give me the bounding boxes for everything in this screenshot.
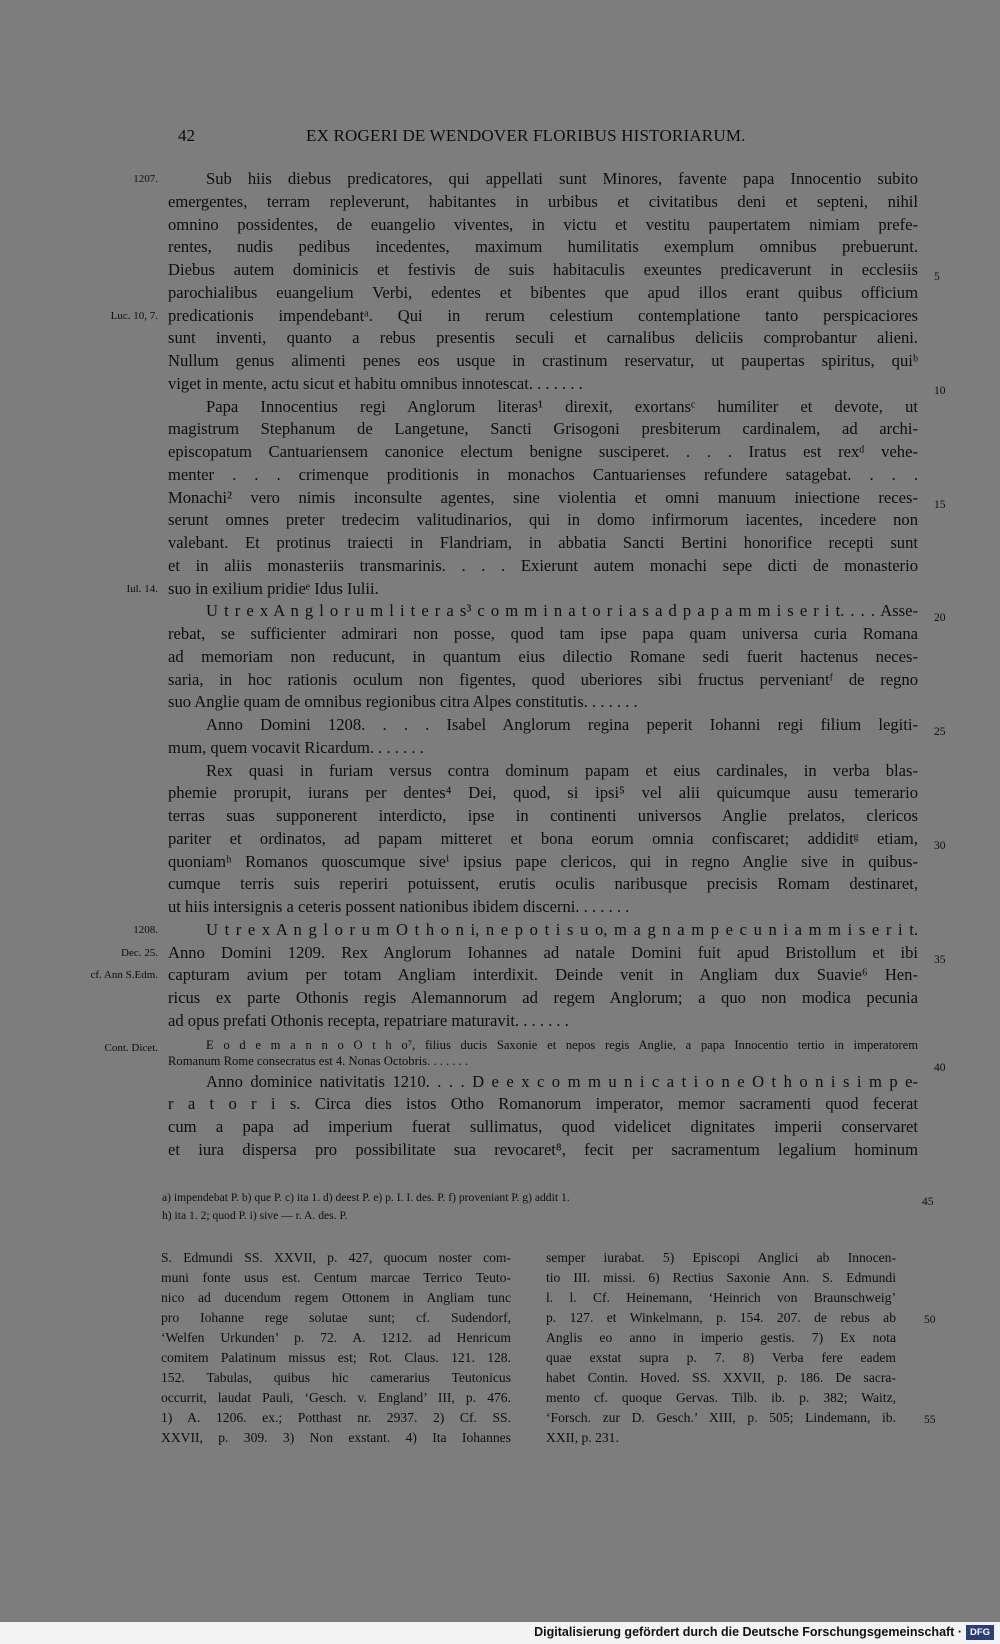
line-text: Anno dominice nativitatis 1210. . . . D e e x c o m m u n i c a t i o n e O t h o n i s i m p e- xyxy=(206,1071,918,1091)
text-line xyxy=(168,691,918,714)
funding-text: Digitalisierung gefördert durch die Deutsche Forschungsgemeinschaft · xyxy=(534,1625,962,1639)
text-line xyxy=(168,1139,918,1162)
text-line xyxy=(168,805,918,828)
line-number: 55 xyxy=(924,1414,936,1426)
text-line xyxy=(168,236,918,259)
line-number: 35 xyxy=(934,953,946,966)
note-line: muni fonte usus est. Centum marcae Terrico Teuto- xyxy=(161,1270,511,1285)
line-text: ricus ex parte Othonis regis Alemannorum ad regem Anglorum; a quo non modica pecunia xyxy=(168,988,918,1007)
line-text: r a t o r i s. Circa dies istos Otho Romanorum imperator, memor sacramenti quod fecerat xyxy=(168,1094,918,1114)
page-number: 42 xyxy=(178,126,195,145)
text-line xyxy=(168,1116,918,1139)
line-text: sunt inventi, quanto a rebus presentis seculi et carnalibus deliciis comprobantur alieni. xyxy=(168,328,918,348)
line-text: rebat, se sufficienter admirari non posse, quod tam ipse papa quam universa curia Romana xyxy=(168,624,918,643)
text-line xyxy=(168,760,918,783)
note-line xyxy=(546,1408,936,1428)
note-line: S. Edmundi SS. XXVII, p. 427, quocum noster com- xyxy=(161,1250,511,1265)
line-text: mum, quem vocavit Ricardum. . . . . . . xyxy=(168,737,424,757)
line-number: 40 xyxy=(934,1061,946,1074)
text-line xyxy=(168,623,918,646)
line-text: suo in exilium pridieᵉ Idus Iulii. xyxy=(168,578,379,598)
text-line xyxy=(168,214,918,237)
main-text xyxy=(90,168,946,1162)
line-text: ut hiis intersignis a ceteris possent nationibus ibidem discerni. . . . . . . xyxy=(168,897,630,916)
line-text: parochialibus euangelium Verbi, edentes et bibentes que apud illos erant quibus officium xyxy=(168,282,918,302)
line-text: Monachi² vero nimis inconsulte agentes, sine violentia et omni manuum iniectione reces- xyxy=(168,487,918,507)
line-text: saria, in hoc rationis oculum non figentes, quod uberiores sibi fructus perveniantᶠ de regno xyxy=(168,669,918,689)
line-number: 15 xyxy=(934,498,946,511)
note-line xyxy=(546,1268,896,1288)
line-text: U t r e x A n g l o r u m O t h o n i, n e p o t i s u o, m a g n a m p e c u n i a m m i s e r i t. xyxy=(206,919,918,939)
line-number: 10 xyxy=(934,384,946,397)
line-text: cumque terris suis reperiri potuissent, erutis oculis naribusque precisis Romam destinaret, xyxy=(168,874,918,894)
text-line xyxy=(168,669,918,692)
text-line xyxy=(133,168,918,191)
line-text: valebant. Et protinus traiecti in Flandriam, in abbatia Sancti Bertini honorifice recepti sunt xyxy=(168,533,918,552)
note-text: semper iurabat. 5) Episcopi Anglici ab Innocen- xyxy=(546,1250,896,1265)
funding-footer xyxy=(0,1622,1000,1644)
text-line xyxy=(168,896,918,919)
text-line xyxy=(168,1010,918,1033)
line-text: ad opus prefati Othonis recepta, repatriare maturavit. . . . . . . xyxy=(168,1010,569,1030)
text-line xyxy=(168,509,918,532)
line-text: phemie prorupit, iurans per dentes⁴ Dei, quod, si ipsi⁵ vel alii quicumque ausu temerario xyxy=(168,783,918,803)
text-line xyxy=(162,1189,934,1208)
notes-left-column xyxy=(161,1248,511,1448)
line-text: predicationis impendebantᵃ. Qui in rerum celestium contemplatione tanto perspicaciores xyxy=(168,305,918,325)
text-line xyxy=(168,646,918,669)
line-number: 45 xyxy=(922,1196,934,1208)
line-text: Anno Domini 1209. Rex Anglorum Iohannes ad natale Domini fuit apud Bristollum et ibi xyxy=(168,942,918,962)
note-line: occurrit, laudat Pauli, ‘Gesch. v. England’ III, p. 476. xyxy=(161,1390,511,1405)
text-line xyxy=(168,600,946,625)
note-line xyxy=(546,1308,936,1328)
text-line xyxy=(168,851,918,874)
line-text: Anno Domini 1208. . . . Isabel Anglorum regina peperit Iohanni regi filium legiti- xyxy=(206,715,918,734)
note-line: comitem Palatinum missus est; Rot. Claus. 121. 128. xyxy=(161,1350,511,1365)
text-line xyxy=(168,555,918,578)
text-line xyxy=(168,418,918,441)
margin-note: Cont. Dicet. xyxy=(104,1041,158,1054)
line-text: U t r e x A n g l o r u m l i t e r a s³ c o m m i n a t o r i a s a d p a p a m m i s e r i t. . . . Asse- xyxy=(206,601,918,621)
text-line xyxy=(168,487,946,511)
margin-note: 1208. xyxy=(133,923,158,936)
note-text: ‘Forsch. zur D. Gesch.’ XIII, p. 505; Lindemann, ib. xyxy=(546,1410,896,1425)
note-text: tio III. missi. 6) Rectius Saxonie Ann. S. Edmundi xyxy=(546,1270,896,1285)
line-number: 50 xyxy=(924,1314,936,1326)
text-line xyxy=(126,578,918,601)
variant-apparatus xyxy=(162,1189,934,1225)
text-line xyxy=(168,191,918,214)
text-line xyxy=(168,1053,946,1074)
note-line xyxy=(546,1248,896,1268)
text-line xyxy=(168,259,940,283)
note-line xyxy=(546,1368,896,1388)
line-text: et iura dispersa pro possibilitate sua revocaret⁸, fecit per sacramentum legalium hominum xyxy=(168,1139,918,1159)
running-title: EX ROGERI DE WENDOVER FLORIBUS HISTORIARUM. xyxy=(306,126,746,145)
note-line xyxy=(546,1428,896,1448)
text-line xyxy=(168,396,918,419)
line-text: Romanum Rome consecratus est 4. Nonas Octobris. . . . . . . xyxy=(168,1053,469,1068)
text-line xyxy=(168,373,946,397)
line-number: 20 xyxy=(934,612,946,625)
text-line xyxy=(121,942,946,966)
text-line xyxy=(168,1071,918,1094)
line-text: Diebus autem dominicis et festivis de suis habitaculis exeuntes predicaverunt in ecclesiis xyxy=(168,260,918,279)
line-text: viget in mente, actu sicut et habitu omnibus innotescat. . . . . . . xyxy=(168,373,583,393)
line-text: pariter et ordinatos, ad papam mitteret et bona eorum omnia confiscaret; addiditᵍ etiam, xyxy=(168,828,918,848)
line-text: capturam avium per totam Angliam interdixit. Deinde venit in Angliam dux Suavie⁶ Hen- xyxy=(168,965,918,985)
text-line xyxy=(162,1207,922,1225)
text-line xyxy=(168,737,918,760)
line-text: Papa Innocentius regi Anglorum literas¹ direxit, exortansᶜ humiliter et devote, ut xyxy=(206,396,918,416)
note-line: 152. Tabulas, quibus hic camerarius Teutonicus xyxy=(161,1370,511,1385)
line-number: 25 xyxy=(934,726,946,738)
text-line xyxy=(133,919,918,942)
text-line xyxy=(168,282,918,305)
note-text: habet Contin. Hoved. SS. XXVII, p. 186. De sacra- xyxy=(546,1370,896,1385)
margin-note: 1207. xyxy=(133,173,158,185)
line-text: magistrum Stephanum de Langetune, Sancti Grisogoni presbiterum cardinalem, ad archi- xyxy=(168,419,918,439)
text-line xyxy=(168,782,918,805)
text-line xyxy=(168,327,918,350)
note-text: Anglis eo anno in imperio gestis. 7) Ex nota xyxy=(546,1330,896,1345)
note-line: nico ad ducendum regem Ottonem in Angliam tunc xyxy=(161,1290,511,1305)
line-text: suo Anglie quam de omnibus regionibus citra Alpes constitutis. . . . . . . xyxy=(168,692,638,712)
text-line xyxy=(168,1093,918,1116)
text-line xyxy=(168,532,918,555)
note-line: XXVII, p. 309. 3) Non exstant. 4) Ita Iohannes xyxy=(161,1430,511,1445)
text-line xyxy=(104,1037,918,1054)
line-text: quoniamʰ Romanos quoscumque siveⁱ ipsius pape clericos, qui in regno Anglie sive in quibus- xyxy=(168,851,918,871)
line-text: ad memoriam non reducunt, in quantum eius dilectio Romane sedi fuerit hactenus neces- xyxy=(168,646,918,666)
running-header xyxy=(0,126,1000,150)
margin-note: Dec. 25. xyxy=(121,946,158,959)
text-line xyxy=(168,828,946,852)
line-text: omnino possidentes, de euangelio viventes, in victu et vestitu paupertatem nimiam prefe- xyxy=(168,214,918,234)
line-text: emergentes, terram repleverunt, habitantes in urbibus et civitatibus deni et septeni, nihil xyxy=(168,191,918,211)
line-text: episcopatum Cantuariensem canonice electum benigne susciperet. . . . Iratus est rexᵈ vehe- xyxy=(168,442,918,461)
line-text: Sub hiis diebus predicatores, qui appellati sunt Minores, favente papa Innocentio subito xyxy=(206,169,918,188)
line-text: menter . . . crimenque proditionis in monachos Cantuarienses refundere satagebat. . . . xyxy=(168,464,918,484)
line-text: E o d e m a n n o O t h o⁷, filius ducis Saxonie et nepos regis Anglie, a papa Innocentio tertio in imperatorem xyxy=(206,1037,918,1052)
line-text: a) impendebat P. b) que P. c) ita 1. d) deest P. e) p. I. I. des. P. f) proveniant P. g) addit 1. xyxy=(162,1191,570,1204)
note-line: pro Iohanne rege solutae sunt; cf. Sudendorf, xyxy=(161,1310,511,1325)
note-line: ‘Welfen Urkunden’ p. 72. A. 1212. ad Henricum xyxy=(161,1330,511,1345)
line-text: Rex quasi in furiam versus contra dominum papam et eius cardinales, in verba blas- xyxy=(206,760,918,780)
text-line xyxy=(168,714,946,738)
margin-note: Luc. 10, 7. xyxy=(110,309,158,322)
note-line: 1) A. 1206. ex.; Potthast nr. 2937. 2) Cf. SS. xyxy=(161,1410,511,1425)
note-line xyxy=(546,1288,896,1308)
text-line xyxy=(90,964,918,987)
dfg-logo: DFG xyxy=(966,1625,994,1640)
line-number: 5 xyxy=(934,271,940,283)
margin-note: cf. Ann S.Edm. xyxy=(90,969,158,982)
note-text: quae exstat supra p. 7. 8) Verba fere eadem xyxy=(546,1350,896,1365)
margin-note: Iul. 14. xyxy=(126,582,158,595)
note-line xyxy=(546,1388,896,1408)
line-text: et in aliis monasteriis transmarinis. . . . Exierunt autem monachi sepe dicti de monasterio xyxy=(168,555,918,575)
notes-right-column xyxy=(546,1248,936,1448)
note-text: l. l. Cf. Heinemann, ‘Heinrich von Braunschweig’ xyxy=(546,1290,896,1305)
note-text: mento cf. quoque Gervas. Tilb. ib. p. 382; Waitz, xyxy=(546,1390,896,1405)
text-line xyxy=(168,987,918,1010)
note-line xyxy=(546,1348,896,1368)
text-line xyxy=(168,441,918,464)
text-line xyxy=(168,873,918,896)
line-text: Nullum genus alimenti penes eos usque in crastinum reservatur, ut paupertas spiritus, quiᵇ xyxy=(168,351,918,370)
line-text: terras suas supponerent interdicto, ipse in continenti universos Anglie prelatos, clericos xyxy=(168,806,918,825)
line-text: serunt omnes preter tredecim valitudinarios, qui in domo infirmorum iacentes, incedere non xyxy=(168,510,918,530)
text-line xyxy=(168,350,918,373)
text-line xyxy=(168,464,918,487)
note-text: p. 127. et Winkelmann, p. 154. 207. de rebus ab xyxy=(546,1310,896,1325)
note-text: XXII, p. 231. xyxy=(546,1430,619,1445)
line-text: rentes, nudis pedibus incedentes, maximum humilitatis exemplum omnibus prebuerunt. xyxy=(168,237,918,257)
line-text: h) ita 1. 2; quod P. i) sive — r. A. des. P. xyxy=(162,1209,348,1222)
note-line xyxy=(546,1328,896,1348)
text-line xyxy=(110,305,918,328)
line-number: 30 xyxy=(934,839,946,852)
line-text: cum a papa ad imperium fuerat sullimatus, quod videlicet dignitates imperii conservaret xyxy=(168,1117,918,1136)
